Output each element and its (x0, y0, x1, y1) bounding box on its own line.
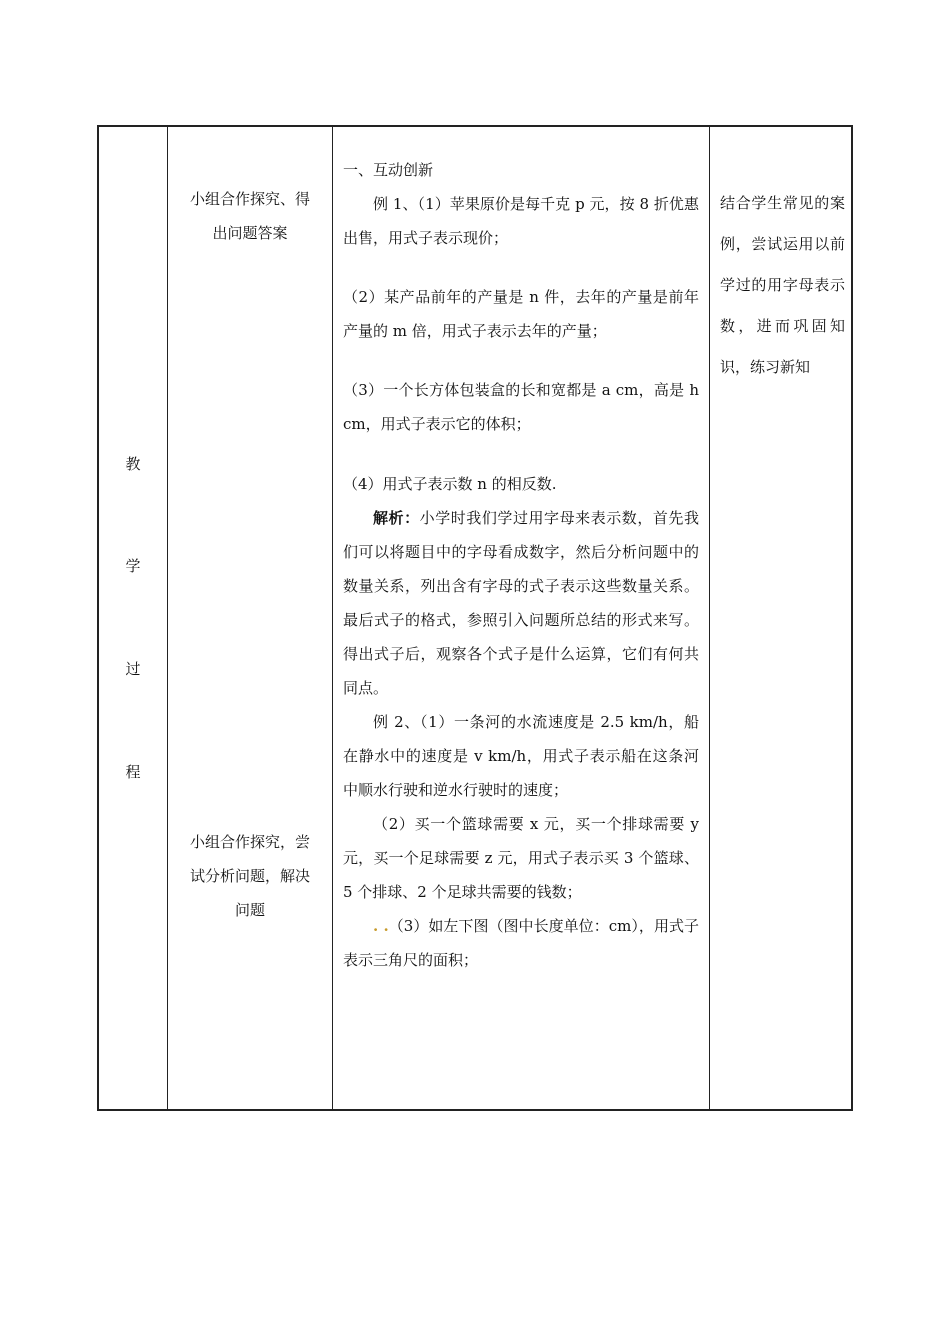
stage-column (99, 127, 167, 1109)
activity-line: 试分析问题，解决 (189, 867, 310, 885)
analysis-paragraph (343, 501, 699, 705)
example2-question3-text: （3）如左下图（图中长度单位：cm），用式子表示三角尺的面积； (343, 917, 699, 969)
analysis-label: 解析： (373, 509, 420, 527)
design-intent-text: 结合学生常见的案例，尝试运用以前学过的用字母表示数，进而巩固知识，练习新知 (720, 194, 845, 376)
example1-question4: （4）用式子表示数 n 的相反数. (343, 475, 557, 493)
teaching-content-column (333, 127, 709, 1109)
section-heading: 一、互动创新 (343, 161, 434, 179)
mark-dots: . . (373, 917, 389, 935)
example2-question2: （2）买一个篮球需要 x 元，买一个排球需要 y 元，买一个足球需要 z 元，用式子表示买 3 个篮球、5 个排球、2 个足球共需要的钱数； (343, 815, 699, 901)
activity-line: 小组合作探究、得 (189, 190, 310, 208)
stage-char: 过 (125, 660, 141, 678)
stage-char: 教 (125, 455, 141, 473)
design-intent-column (710, 127, 853, 1109)
activity-line: 出问题答案 (212, 224, 288, 242)
activity-block-2 (176, 825, 324, 927)
lesson-table (97, 125, 853, 1111)
stage-char: 程 (125, 763, 141, 781)
activity-block-1 (176, 182, 324, 250)
activity-line: 小组合作探究，尝 (189, 833, 310, 851)
stage-char: 学 (125, 557, 141, 575)
analysis-text: 小学时我们学过用字母来表示数，首先我们可以将题目中的字母看成数字，然后分析问题中的数量关系，列出含有字母的式子表示这些数量关系。最后式子的格式，参照引入问题所总结的形式来写。得出式子后，观察各个式子是什么运算，它们有何共同点。 (343, 509, 699, 697)
example1-question2: （2）某产品前年的产量是 n 件，去年的产量是前年产量的 m 倍，用式子表示去年的产量； (343, 288, 699, 340)
student-activity-column (168, 127, 332, 1109)
example1-question1: 例 1、（1）苹果原价是每千克 p 元，按 8 折优惠出售，用式子表示现价； (343, 195, 699, 247)
activity-line: 问题 (234, 901, 265, 919)
example2-question1: 例 2、（1）一条河的水流速度是 2.5 km/h，船在静水中的速度是 v km/h，用式子表示船在这条河中顺水行驶和逆水行驶时的速度； (343, 713, 699, 799)
example2-question3 (343, 909, 699, 977)
example1-question3: （3）一个长方体包装盒的长和宽都是 a cm，高是 h cm，用式子表示它的体积； (343, 381, 699, 433)
